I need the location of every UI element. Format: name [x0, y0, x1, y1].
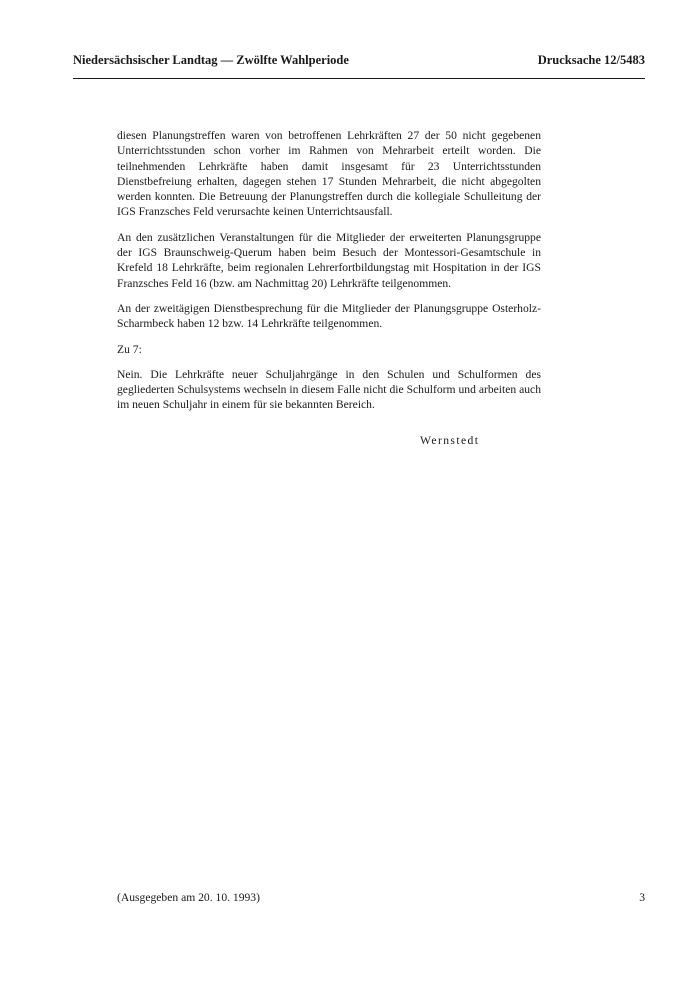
issue-date-note: (Ausgegeben am 20. 10. 1993)	[117, 891, 260, 904]
page-number: 3	[639, 891, 645, 904]
paragraph-planungstreffen: diesen Planungstreffen waren von betroffenen Lehrkräften 27 der 50 nicht gegebenen Unterrichtsstunden schon vorher im Rahmen von Mehrarbeit erteilt worden. Die teilnehmenden Lehrkräfte haben damit insgesamt für 23 Unterrichtsstunden Dienstbefreiung erhalten, dagegen stehen 17 Stunden Mehrarbeit, die nicht abgegolten werden konnten. Die Betreuung der Planungstreffen durch die kollegiale Schulleitung der IGS Franzsches Feld verursachte keinen Unterrichtsausfall.	[117, 129, 541, 219]
signature: Wernstedt	[420, 434, 480, 447]
section-heading-zu-7: Zu 7:	[117, 342, 142, 356]
document-number: Drucksache 12/5483	[537, 53, 645, 67]
paragraph-veranstaltungen: An den zusätzlichen Veranstaltungen für die Mitglieder der erweiterten Planungsgruppe der IGS Braunschweig-Querum haben beim Besuch der Montessori-Gesamtschule in Krefeld 18 Lehrkräfte, beim regionalen Lehrerfortbildungstag mit Hospitation in der IGS Franzsches Feld 16 (bzw. am Nachmittag 20) Lehrkräfte teilgenommen.	[117, 230, 541, 290]
paragraph-dienstbesprechung: An der zweitägigen Dienstbesprechung für die Mitglieder der Planungsgruppe Osterholz-Scharmbeck haben 12 bzw. 14 Lehrkräfte teilgenommen.	[117, 301, 541, 331]
paragraph-answer-7: Nein. Die Lehrkräfte neuer Schuljahrgänge in den Schulen und Schulformen des gegliederten Schulsystems wechseln in diesem Falle nicht die Schulform und arbeiten auch im neuen Schuljahr in einem für sie bekannten Bereich.	[117, 367, 541, 412]
page-header	[73, 53, 645, 71]
document-body	[117, 128, 541, 413]
parliament-title: Niedersächsischer Landtag — Zwölfte Wahlperiode	[73, 53, 349, 67]
header-divider	[73, 78, 645, 79]
